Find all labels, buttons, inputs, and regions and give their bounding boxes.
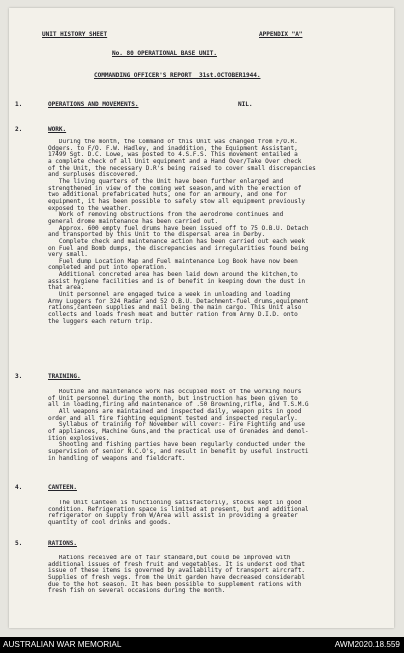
body-line: a complete check of all Unit equipment and a Hand Over/Take Over check bbox=[48, 157, 302, 165]
body-line: Shooting and fishing parties have been regularly conducted under the bbox=[48, 441, 305, 449]
unit-history-sheet-heading: UNIT HISTORY SHEET bbox=[42, 31, 108, 38]
body-line: exposed to the weather. bbox=[48, 204, 132, 212]
body-line: All weapons are maintained and inspected daily, weapon pits in good bbox=[48, 407, 302, 415]
appendix-label: APPENDIX "A" bbox=[259, 31, 303, 38]
section-5-number: 5. bbox=[15, 540, 23, 547]
body-line: Odgers. to F/O. F.W. Hadley, and inaddition, the Equipment Assistant, bbox=[48, 144, 298, 152]
section-1-title: OPERATIONS AND MOVEMENTS. bbox=[48, 101, 139, 108]
body-line: Army Luggers for 324 Radar and 52 O.B.U. Detachment-fuel drums,equipment bbox=[48, 297, 309, 305]
archive-footer-bar bbox=[0, 637, 404, 653]
body-line: The Unit Canteen is functioning satisfactorily, stocks kept in good bbox=[48, 500, 302, 506]
section-2-title: WORK. bbox=[48, 126, 67, 133]
report-title: COMMANDING OFFICER'S REPORT 31st.OCTOBER1944. bbox=[94, 72, 261, 79]
body-line: completed and put into operation. bbox=[48, 264, 168, 272]
body-line: two additional prefabricated huts, one for an armoury, and one for bbox=[48, 191, 287, 199]
section-4-body bbox=[48, 500, 394, 527]
body-line: due to the hot season. It has been possible to supplement rations with bbox=[48, 580, 302, 588]
body-line: Approx. 600 empty fuel drums have been issued off to 75 O.B.U. Detach bbox=[48, 224, 309, 232]
body-line: The living quarters of the Unit have been further enlarged and bbox=[48, 177, 284, 185]
body-line: very small. bbox=[48, 251, 88, 259]
body-line: Rations received are of fair standard,but could be improved with bbox=[48, 555, 291, 561]
body-line: equipment, it has been possible to safely stow all equipment previously bbox=[48, 197, 305, 205]
body-line: the luggers each return trip. bbox=[48, 317, 153, 325]
body-line: collects and loads fresh meat and butter ration from Army D.I.D. onto bbox=[48, 311, 298, 319]
document-page bbox=[9, 8, 394, 628]
unit-name: No. 80 OPERATIONAL BASE UNIT. bbox=[112, 50, 217, 57]
body-line: fresh fish on several occasions during the month. bbox=[48, 587, 226, 595]
body-line: that area. bbox=[48, 284, 85, 292]
body-line: and transported by this Unit to the dispersal area in Derby. bbox=[48, 231, 266, 239]
section-4-number: 4. bbox=[15, 484, 23, 491]
body-line: quantity of cool drinks and goods. bbox=[48, 518, 172, 526]
archive-reference: AWM2020.18.559 bbox=[334, 640, 400, 649]
body-line: and surpluses discovered. bbox=[48, 171, 139, 179]
section-1-number: 1. bbox=[15, 101, 23, 108]
body-line: additional issues of fresh fruit and vegetables. It is underst ood that bbox=[48, 560, 305, 568]
section-2-body bbox=[48, 139, 394, 325]
body-line: on Fuel and Bomb dumps, the discrepancies and irregularities found being bbox=[48, 244, 309, 252]
body-line: rations,canteen supplies and mail being the main cargo. This Unit also bbox=[48, 304, 302, 312]
body-line: issue of these items is governed by availability of transport aircraft. bbox=[48, 567, 305, 575]
section-2-number: 2. bbox=[15, 126, 23, 133]
body-line: all in loading,firing and maintenance of .50 Browning,rifle, and T.S.M.G bbox=[48, 401, 309, 409]
body-line: order and all fire fighting equipment tested and inspected regularly. bbox=[48, 414, 298, 422]
body-line: in handling of weapons and fieldcraft. bbox=[48, 454, 186, 462]
body-line: of appliances, Machine Guns,and the practical use of Grenades and demol- bbox=[48, 427, 309, 435]
body-line: Syllabus of training for November will cover:- Fire Fighting and use bbox=[48, 421, 305, 429]
body-line: Unit personnel are engaged twice a week in unloading and loading bbox=[48, 291, 291, 299]
body-line: 17499 Sgt. D.C. Lowe, was posted to 4.S.F.S. This movement entailed a bbox=[48, 151, 298, 159]
section-3-body bbox=[48, 389, 394, 462]
body-line: of the Unit, the necessary D.R's being raised to cover small discrepancies bbox=[48, 164, 316, 172]
section-5-title: RATIONS. bbox=[48, 540, 77, 547]
section-5-body bbox=[48, 555, 394, 595]
body-line: Fuel dump Location Map and Fuel maintenance Log Book have now been bbox=[48, 257, 298, 265]
body-line: Complete check and maintenance action has been carried out each week bbox=[48, 237, 305, 245]
body-line: Work of removing obstructions from the aerodrome continues and bbox=[48, 211, 284, 219]
body-line: refrigerator on supply from W/Area will assist in providing a greater bbox=[48, 512, 298, 520]
body-line: strengthened in view of the coming wet season,and with the erection of bbox=[48, 184, 302, 192]
section-3-number: 3. bbox=[15, 373, 23, 380]
section-1-nil: NIL. bbox=[238, 101, 253, 108]
body-line: During the month, the Command of this Unit was changed from F/O.R. bbox=[48, 139, 298, 145]
body-line: assist hygiene facilities and is of benefit in keeping down the dust in bbox=[48, 277, 305, 285]
section-4-title: CANTEEN. bbox=[48, 484, 77, 491]
archive-source: AUSTRALIAN WAR MEMORIAL bbox=[3, 640, 122, 649]
section-3-title: TRAINING. bbox=[48, 373, 81, 380]
body-line: condition. Refrigeration space is limited at present, but and additional bbox=[48, 505, 309, 513]
body-line: Additional concreted area has been laid down around the kitchen,to bbox=[48, 271, 298, 279]
body-line: of Unit personnel during the month, but instruction has been given to bbox=[48, 394, 298, 402]
body-line: ition explosives. bbox=[48, 434, 110, 442]
body-line: Supplies of fresh vegs. from the Unit garden have decreased considerabl bbox=[48, 573, 305, 581]
body-line: supervision of senior N.C.O's, and result in benefit by useful instructi bbox=[48, 447, 309, 455]
body-line: Routine and maintenance work has occupied most of the working hours bbox=[48, 389, 302, 395]
body-line: general drome maintenance has been carried out. bbox=[48, 217, 219, 225]
